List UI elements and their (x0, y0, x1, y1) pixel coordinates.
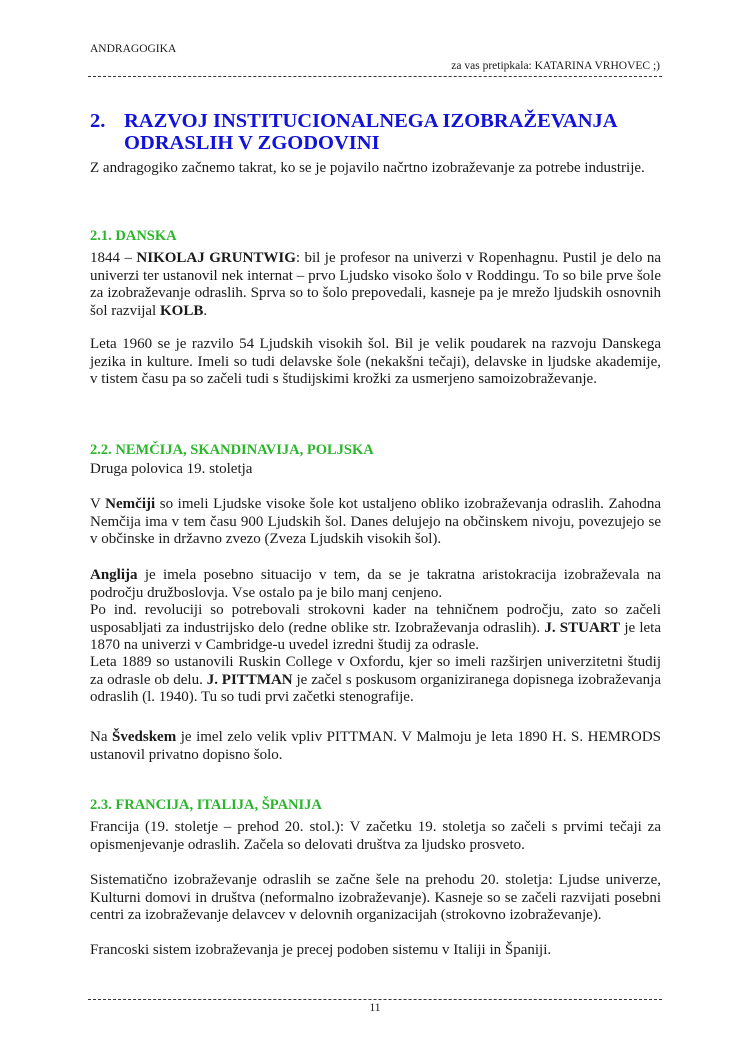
paragraph (90, 461, 661, 479)
text-run: : bil je profesor na univerzi v Ropenhagnu. Pustil je delo na univerzi ter ustanovil nek internat – prvo Ljudsko visoko šolo v Roddingu. To so bile prve šole za izobraževanje odraslih. Sprva so to šolo prepovedali, kasneje pa je mrežo ljudskih osnovnih šol razvijal (90, 250, 661, 319)
text-run: Leta 1889 so ustanovili Ruskin College v Oxfordu, kjer so imeli razširjen univerzitetni študij za odrasle ob delu. (90, 654, 661, 688)
paragraph (90, 872, 661, 925)
paragraph (90, 602, 661, 655)
section-heading-nemcija: 2.2. NEMČIJA, SKANDINAVIJA, POLJSKA (90, 442, 374, 458)
header-title: ANDRAGOGIKA (90, 43, 177, 55)
paragraph (90, 729, 661, 764)
text-run: Druga polovica 19. stoletja (90, 461, 253, 477)
text-run: je leta 1870 na univerzi v Cambridge-u uvedel izredni študij za odrasle. (90, 619, 661, 653)
chapter-title: RAZVOJ INSTITUCIONALNEGA IZOBRAŽEVANJA ODRASLIH V ZGODOVINI (124, 110, 617, 154)
paragraph (90, 567, 661, 602)
text-run: . (203, 302, 208, 319)
text-run: Na (90, 729, 113, 745)
bold-text: Anglija (90, 567, 138, 583)
text-run: Francoski sistem izobraževanja je precej podoben sistemu v Italiji in Španiji. (90, 942, 552, 958)
paragraph (90, 496, 661, 549)
text-run: V (90, 496, 106, 512)
bold-text: J. PITTMAN (206, 671, 293, 688)
text-run: Po ind. revoluciji so potrebovali strokovni kader na tehničnem področju, zato so začeli usposabljati za industrijsko delo (redne oblike str. Izobraževanja odraslih). (90, 602, 661, 636)
bold-text: NIKOLAJ GRUNTWIG (136, 250, 296, 266)
section-heading-francija: 2.3. FRANCIJA, ITALIJA, ŠPANIJA (90, 797, 322, 813)
bold-text: Švedskem (112, 729, 177, 745)
text-run: so imeli Ljudske visoke šole kot ustaljeno obliko izobraževanja odraslih. Zahodna Nemčija ima v tem času 900 Ljudskih šol. Danes delujejo na občinskem nivoju, povezujejo se v občinske in državno zvezo (Zveza Ljudskih visokih šol). (90, 496, 662, 547)
chapter-number: 2. (90, 110, 106, 132)
page-number: 11 (369, 1002, 381, 1014)
header-divider (88, 76, 662, 77)
text-run: 1844 – (90, 250, 137, 266)
paragraph (90, 336, 661, 389)
text-run: je imela posebno situacijo v tem, da se je takratna aristokracija izobraževala na področju družboslovja. Vse ostalo pa je bilo manj cenjeno. (90, 567, 661, 601)
paragraph (90, 942, 661, 960)
paragraph (90, 250, 661, 320)
paragraph (90, 160, 661, 178)
text-run: Sistematično izobraževanje odraslih se začne šele na prehodu 20. stoletja: Ljudse univerze, Kulturni domovi in društva (neformalno izobraževanje). Kasneje so se začeli razvijati posebni centri za izobraževanje delavcev v delovnih organizacijah (strokovno izobraževanje). (90, 872, 661, 923)
bold-text: KOLB (159, 302, 204, 319)
section-heading-danska: 2.1. DANSKA (90, 228, 177, 244)
header-author: za vas pretipkala: KATARINA VRHOVEC ;) (451, 60, 660, 72)
text-run: Z andragogiko začnemo takrat, ko se je pojavilo načrtno izobraževanje za potrebe industrije. (90, 160, 645, 176)
text-run: Leta 1960 se je razvilo 54 Ljudskih visokih šol. Bil je velik poudarek na razvoju Danskega jezika in kulture. Imeli so tudi delavske šole (nekakšni tečaji), delavske in ljudske akademije, v tistem času pa so začeli tudi s študijskimi krožki za usmerjeno samoizobraževanje. (90, 336, 661, 387)
text-run: Francija (19. stoletje – prehod 20. stol.): V začetku 19. stoletja so začeli s prvimi tečaji za opismenjevanje odraslih. Začela so delovati društva za ljudsko prosveto. (90, 819, 661, 853)
footer-divider (88, 999, 662, 1000)
paragraph (90, 819, 661, 854)
bold-text: J. STUART (544, 619, 621, 636)
paragraph (90, 654, 661, 707)
text-run: je začel s poskusom organiziranega dopisnega izobraževanja odraslih (l. 1940). Tu so tudi prvi začetki stenografije. (90, 671, 661, 705)
text-run: je imel zelo velik vpliv PITTMAN. V Malmoju je leta 1890 H. S. HEMRODS ustanovil privatno dopisno šolo. (90, 729, 661, 763)
bold-text: Nemčiji (105, 496, 156, 512)
